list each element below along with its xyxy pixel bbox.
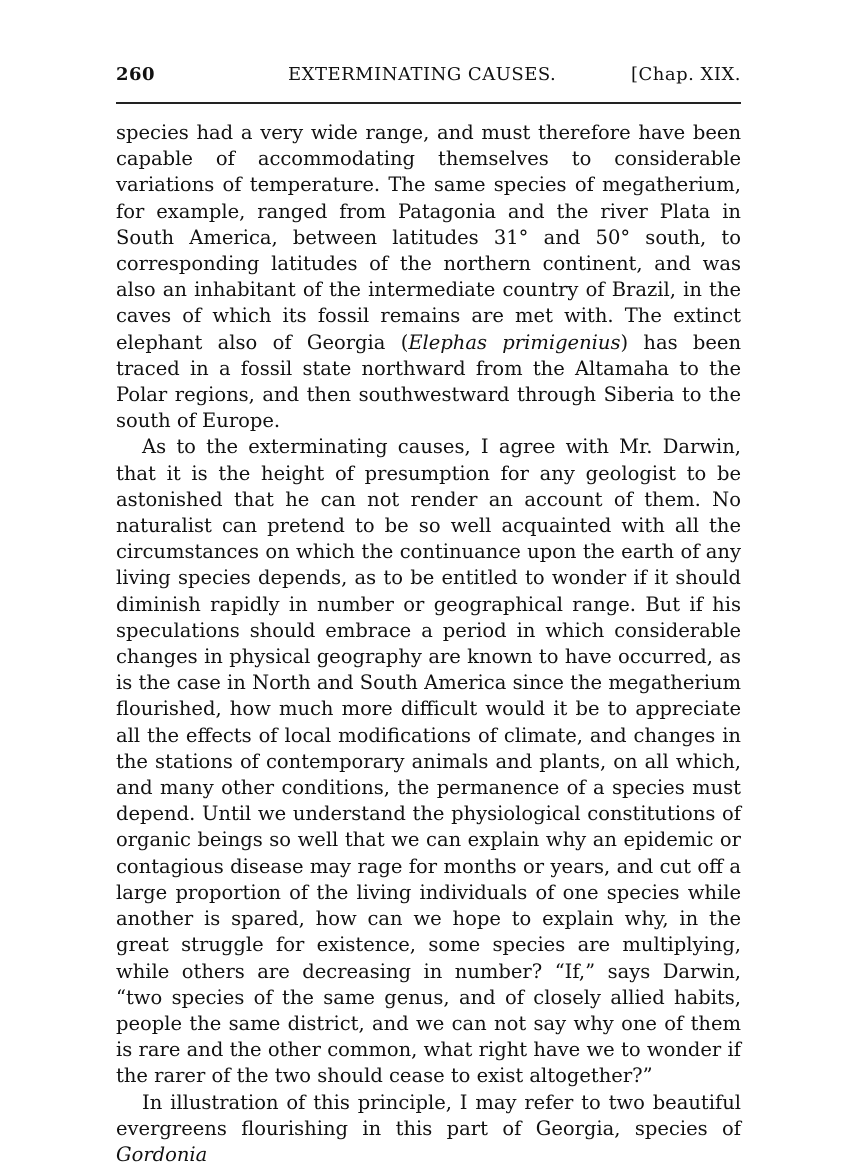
body-text	[116, 120, 741, 1168]
page-header	[116, 64, 741, 94]
text-segment: In illustration of this principle, I may refer to two beautiful evergreens flourishing in this part of Georgia, species of	[116, 1090, 741, 1140]
text-segment: ) has been traced in a fossil state northward from the Altamaha to the Polar regions, and then southwestward through Siberia to the south of Europe.	[116, 330, 742, 433]
header-rule	[116, 102, 741, 104]
text-segment: species had a very wide range, and must therefore have been capable of accommodating themselves to considerable variations of temperature. The same species of megatherium, for example, ranged from Patagonia and the river Plata in South America, between latitudes 31° and 50° south, to corresponding latitudes of the northern continent, and was also an inhabitant of the intermediate country of Brazil, in the caves of which its fossil remains are met with. The extinct elephant also of Georgia (	[116, 121, 741, 354]
genus-name-italic: Gordonia	[116, 1142, 208, 1166]
chapter-reference: [Chap. XIX.	[630, 64, 741, 85]
species-name-italic: Elephas primigenius	[408, 330, 621, 354]
text-segment: As to the exterminating causes, I agree with Mr. Darwin, that it is the height of presumption for any geologist to be astonished that he can not render an account of them. No naturalist can pretend to be so well acquainted with all the circumstances on which the continuance upon the earth of any living species depends, as to be entitled to wonder if it should diminish rapidly in number or geographical range. But if his speculations should embrace a period in which considerable changes in physical geography are known to have occurred, as is the case in North and South America since the megatherium flourished, how much more difficult would it be to appreciate all the effects of local modifications of climate, and changes in the stations of contemporary animals and plants, on all which, and many other conditions, the permanence of a species must depend. Until we understand the physiological constitutions of organic beings so well that we can explain why an epidemic or contagious disease may rage for months or years, and cut off a large proportion of the living individuals of one species while another is spared, how can we hope to explain why, in the great struggle for existence, some species are multiplying, while others are decreasing in number? “If,” says Darwin, “two species of the same genus, and of closely allied habits, people the same district, and we can not say why one of them is rare and the other common, what right have we to wonder if the rarer of the two should cease to exist altogether?”	[116, 435, 741, 1088]
paragraph-exterminating-causes	[116, 434, 741, 1089]
page-number: 260	[116, 64, 156, 85]
paragraph-illustration	[116, 1090, 741, 1168]
running-head: EXTERMINATING CAUSES.	[288, 64, 557, 85]
paragraph-continuation	[116, 120, 741, 434]
